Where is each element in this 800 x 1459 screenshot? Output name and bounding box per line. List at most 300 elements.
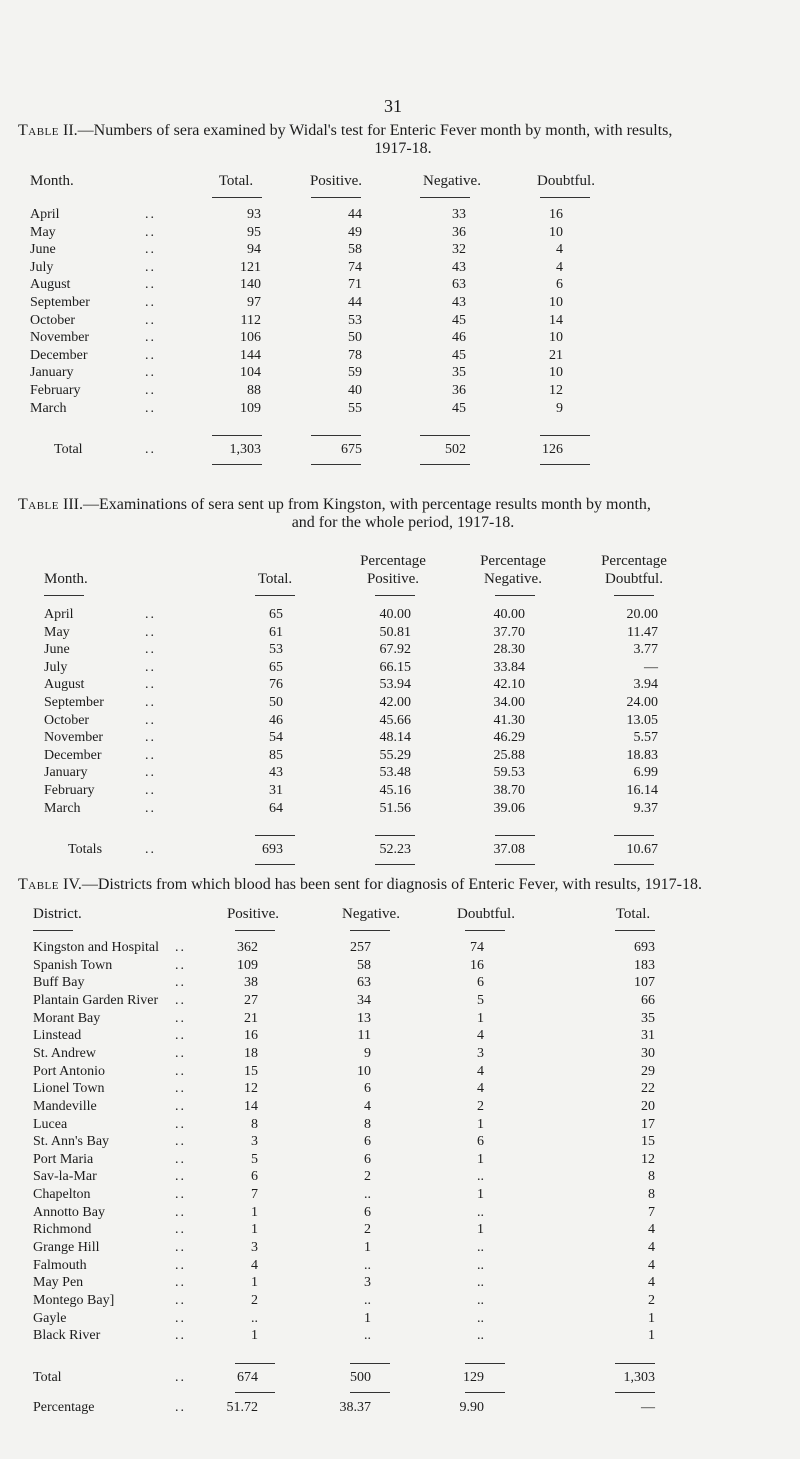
table4-row [0, 1311, 800, 1327]
table3-leader: .. [145, 747, 156, 763]
table4-cell: 6 [364, 1134, 371, 1150]
table2-total-cell: 502 [445, 442, 466, 458]
table4-cell: .. [251, 1310, 258, 1326]
table4-cell-label: Grange Hill [33, 1240, 100, 1256]
table3-row [0, 801, 800, 817]
table4-cell: 1 [477, 1010, 484, 1026]
table3-cell: 31 [269, 783, 283, 798]
table4-leader: .. [175, 1151, 186, 1167]
table4-total-rule [615, 1363, 655, 1364]
table4-cell: .. [477, 1169, 484, 1185]
table3-total-rule [255, 835, 295, 836]
table4-header-underline [350, 930, 390, 931]
table2-label: Table [18, 122, 59, 139]
table2-cell-label: September [30, 295, 90, 310]
table2-cell: 21 [549, 347, 563, 363]
table4-cell-label: Morant Bay [33, 1010, 101, 1026]
table3-cell: 50.81 [379, 624, 411, 640]
table2-cell: 58 [348, 242, 362, 258]
table3-cell: 76 [269, 677, 283, 693]
table4-cell: 66 [641, 992, 655, 1008]
table4-cell: 15 [244, 1063, 258, 1079]
table2-total-rule [311, 435, 361, 436]
table4-cell: 1 [648, 1310, 655, 1326]
table2-total-rule [420, 464, 470, 465]
table4-cell: 1 [364, 1310, 371, 1326]
table3-leader: .. [145, 624, 156, 640]
table2-leader: .. [145, 224, 156, 240]
table3-row [0, 625, 800, 641]
table4-cell-label: May Pen [33, 1275, 84, 1291]
table3-cell: 9.37 [633, 800, 658, 816]
table2-row [0, 295, 800, 311]
table4-row [0, 1187, 800, 1203]
table2-cell: 63 [452, 277, 466, 293]
table2-cell: 104 [240, 365, 261, 381]
table2-row [0, 242, 800, 258]
table3-title-cont: and for the whole period, 1917-18. [291, 514, 515, 531]
table4-cell-label: Falmouth [33, 1257, 87, 1273]
table2-cell: 112 [240, 312, 261, 328]
table2-leader: .. [145, 259, 156, 275]
table3-cell: 25.88 [493, 747, 525, 763]
table3-cell: 50 [269, 695, 283, 710]
table2-title-cont: 1917-18. [374, 140, 432, 157]
table3-cell: 20.00 [626, 607, 658, 622]
table4-cell: 1 [477, 1222, 484, 1238]
table4-cell: 30 [641, 1045, 655, 1061]
table4-leader: .. [175, 1369, 186, 1385]
table4-cell: 9 [364, 1045, 371, 1061]
table3-header-underline [614, 595, 654, 596]
table4-total-rule [465, 1392, 505, 1393]
table3-header: Doubtful. [605, 571, 663, 587]
table4-cell: 2 [648, 1293, 655, 1308]
table2-row [0, 365, 800, 381]
table4-cell-label: Montego Bay] [33, 1293, 115, 1308]
table3-leader: .. [145, 695, 156, 710]
table4-row [0, 1011, 800, 1027]
table4-percentage-row [0, 1400, 800, 1416]
table3-cell: 37.70 [493, 624, 525, 640]
table4-row [0, 1240, 800, 1256]
table3-caption [18, 496, 788, 532]
table4-cell: .. [364, 1257, 371, 1273]
table2-leader: .. [145, 242, 156, 258]
table4-header: District. [33, 906, 82, 922]
table4-cell: 1 [251, 1204, 258, 1220]
table4-cell: 8 [648, 1187, 655, 1203]
table2-leader: .. [145, 207, 156, 222]
table3-leader: .. [145, 783, 156, 798]
table4-leader: .. [175, 1010, 186, 1026]
table4-cell: 1 [251, 1222, 258, 1238]
table2-cell: 121 [240, 259, 261, 275]
table3-cell: — [644, 659, 658, 675]
table2-cell: 74 [348, 259, 362, 275]
table2-total-rule [212, 464, 262, 465]
table2-cell: 140 [240, 277, 261, 293]
table3-cell-label: January [44, 765, 88, 781]
table2-leader: .. [145, 312, 156, 328]
table4-leader: .. [175, 1081, 186, 1097]
table4-cell: 13 [357, 1010, 371, 1026]
table4-cell: 17 [641, 1116, 655, 1132]
table4-cell-label: Buff Bay [33, 975, 85, 991]
table4-cell: 12 [641, 1151, 655, 1167]
table2-header-underline [540, 197, 590, 198]
table4-cell-label: Port Maria [33, 1151, 94, 1167]
table2-leader: .. [145, 442, 156, 458]
table2-cell: 94 [247, 242, 261, 258]
table3-row [0, 695, 800, 711]
table4-cell: 18 [244, 1045, 258, 1061]
table4-leader: .. [175, 1169, 186, 1185]
table2-cell-label: July [30, 259, 54, 275]
table3-leader: .. [145, 677, 156, 693]
table4-cell: .. [477, 1310, 484, 1326]
table4-cell: 63 [357, 975, 371, 991]
table4-numeral: IV. [63, 876, 82, 893]
table4-row [0, 1169, 800, 1185]
table3-cell: 85 [269, 747, 283, 763]
table2-row [0, 207, 800, 223]
table4-header-underline [465, 930, 505, 931]
table2-cell: 45 [452, 312, 466, 328]
table4-cell: 20 [641, 1098, 655, 1114]
table4-cell-label: Richmond [33, 1222, 92, 1238]
table2-cell: 45 [452, 347, 466, 363]
table3-cell: 3.94 [633, 677, 658, 693]
table4-row [0, 1117, 800, 1133]
table2-row [0, 260, 800, 276]
table3-cell: 5.57 [633, 730, 658, 746]
table4-cell: 6 [477, 1134, 484, 1150]
table4-cell: 4 [251, 1257, 258, 1273]
table3-cell-label: February [44, 783, 95, 798]
table4-cell: .. [477, 1204, 484, 1220]
table3-total-cell: 693 [262, 842, 283, 858]
table2-cell: 109 [240, 400, 261, 416]
table4-cell: 22 [641, 1081, 655, 1097]
table2-total-cell: 1,303 [229, 442, 261, 458]
table3-cell: 16.14 [626, 783, 658, 798]
table3-cell: 67.92 [379, 642, 411, 658]
table2-cell-label: April [30, 207, 60, 222]
table2-leader: .. [145, 347, 156, 363]
table4-cell: .. [477, 1257, 484, 1273]
table4-leader: .. [175, 1222, 186, 1238]
table3-cell-label: March [44, 800, 81, 816]
table2-row [0, 383, 800, 399]
table3-cell-label: October [44, 712, 90, 728]
table4 [0, 906, 800, 1446]
table3-cell: 51.56 [379, 800, 411, 816]
table4-cell: 4 [477, 1028, 484, 1044]
table3-header-top: Percentage [601, 553, 667, 569]
table4-total-cell: 500 [350, 1369, 371, 1385]
table3-cell: 45.16 [379, 783, 411, 798]
table4-cell-label: Kingston and Hospital [33, 940, 159, 955]
table3-cell: 33.84 [493, 659, 525, 675]
table4-cell: 7 [251, 1187, 258, 1203]
table4-cell-label: St. Ann's Bay [33, 1134, 110, 1150]
table4-leader: .. [175, 1116, 186, 1132]
table3-header: Total. [257, 571, 293, 587]
table4-percentage-cell: 38.37 [339, 1399, 371, 1415]
table4-leader: .. [175, 1310, 186, 1326]
table4-cell-label: Plantain Garden River [33, 992, 159, 1008]
table2-row [0, 348, 800, 364]
table4-header: Negative. [342, 906, 400, 922]
table2-cell: 16 [549, 207, 563, 222]
table3-cell: 46.29 [493, 730, 525, 746]
table4-cell-label: Port Antonio [33, 1063, 105, 1079]
table2-cell: 45 [452, 400, 466, 416]
table2-cell: 49 [348, 224, 362, 240]
table2-cell-label: December [30, 347, 88, 363]
table4-percentage-cell: 51.72 [226, 1399, 258, 1415]
table4-row [0, 1152, 800, 1168]
table3-leader: .. [145, 800, 156, 816]
table3-total-rule [495, 835, 535, 836]
table2-cell-label: November [30, 330, 90, 346]
table2-cell: 44 [348, 295, 362, 310]
table4-row [0, 958, 800, 974]
table2-total-cell: 675 [341, 442, 362, 458]
table2-cell: 14 [549, 312, 563, 328]
table3-header-underline [495, 595, 535, 596]
table2-cell: 50 [348, 330, 362, 346]
table4-row [0, 940, 800, 956]
table2-leader: .. [145, 383, 156, 398]
table4-cell: 2 [251, 1293, 258, 1308]
table4-leader: .. [175, 1098, 186, 1114]
table4-title: —Districts from which blood has been sent for diagnosis of Enteric Fever, with results, 1917-18. [81, 876, 702, 893]
table4-total-cell: 674 [237, 1369, 258, 1385]
table4-cell: 8 [251, 1116, 258, 1132]
table3-header-top: Percentage [480, 553, 546, 569]
table4-cell: 183 [634, 957, 655, 973]
table2-cell: 10 [549, 330, 563, 346]
table2-header: Total. [218, 173, 254, 189]
table4-header: Doubtful. [457, 906, 515, 922]
table2-cell: 12 [549, 383, 563, 398]
table2-cell: 6 [556, 277, 563, 293]
table3-leader: .. [145, 712, 156, 728]
table4-cell: 4 [648, 1222, 655, 1238]
table3-cell: 40.00 [379, 607, 411, 622]
table4-percentage-cell: 9.90 [459, 1399, 484, 1415]
table2-cell-label: May [30, 224, 56, 240]
table3 [0, 553, 800, 858]
table4-row [0, 1081, 800, 1097]
table4-leader: .. [175, 940, 186, 955]
table3-header: Positive. [366, 571, 420, 587]
table4-leader: .. [175, 1063, 186, 1079]
table4-cell: 2 [364, 1222, 371, 1238]
table3-total-rule [375, 864, 415, 865]
table2-total-label: Total [54, 442, 83, 458]
table4-cell: 257 [350, 940, 371, 955]
table4-cell: 3 [364, 1275, 371, 1291]
table3-cell: 6.99 [633, 765, 658, 781]
table4-row [0, 1275, 800, 1291]
table3-leader: .. [145, 659, 156, 675]
table4-cell: 1 [648, 1328, 655, 1344]
table4-row [0, 1134, 800, 1150]
table4-cell: 4 [477, 1081, 484, 1097]
table4-total-label: Total [33, 1369, 62, 1385]
table4-cell: 5 [477, 992, 484, 1008]
table4-row [0, 993, 800, 1009]
table3-cell: 43 [269, 765, 283, 781]
table2-cell: 88 [247, 383, 261, 398]
table3-cell: 42.00 [379, 695, 411, 710]
table2-cell: 46 [452, 330, 466, 346]
table4-cell: 693 [634, 940, 655, 955]
table3-row [0, 677, 800, 693]
table4-cell: 34 [357, 992, 371, 1008]
table4-total-rule [350, 1363, 390, 1364]
table2-leader: .. [145, 330, 156, 346]
table3-total-rule [614, 864, 654, 865]
table4-leader: .. [175, 957, 186, 973]
table2-total-row [0, 442, 800, 458]
table4-cell: 3 [251, 1134, 258, 1150]
table3-row [0, 642, 800, 658]
table3-cell: 28.30 [493, 642, 525, 658]
table4-cell: 5 [251, 1151, 258, 1167]
table2-leader: .. [145, 400, 156, 416]
table2-cell: 9 [556, 400, 563, 416]
table4-header-underline [33, 930, 73, 931]
table4-row [0, 1222, 800, 1238]
table4-cell: 74 [470, 940, 484, 955]
table3-leader: .. [145, 730, 156, 746]
table2-total-cell: 126 [542, 442, 563, 458]
table3-cell: 64 [269, 800, 283, 816]
table3-cell: 55.29 [379, 747, 411, 763]
table4-cell: .. [364, 1328, 371, 1344]
table4-cell: 362 [237, 940, 258, 955]
table4-cell: 10 [357, 1063, 371, 1079]
table4-cell: .. [477, 1293, 484, 1308]
table4-cell: 1 [251, 1328, 258, 1344]
table4-cell: 16 [470, 957, 484, 973]
table4-leader: .. [175, 992, 186, 1008]
table3-row [0, 783, 800, 799]
table4-leader: .. [175, 1240, 186, 1256]
table4-cell: 6 [364, 1204, 371, 1220]
table2-cell: 40 [348, 383, 362, 398]
table4-cell: 29 [641, 1063, 655, 1079]
table4-cell-label: Linstead [33, 1028, 82, 1044]
table4-row [0, 1293, 800, 1309]
table2-cell: 59 [348, 365, 362, 381]
table4-leader: .. [175, 975, 186, 991]
table4-row [0, 1258, 800, 1274]
table4-row [0, 975, 800, 991]
table3-header-underline [255, 595, 295, 596]
table3-row [0, 713, 800, 729]
table3-cell: 40.00 [493, 607, 525, 622]
table3-total-cell: 37.08 [493, 842, 525, 858]
table4-cell-label: St. Andrew [33, 1045, 96, 1061]
table2-cell: 35 [452, 365, 466, 381]
table4-cell: 31 [641, 1028, 655, 1044]
table2-total-rule [212, 435, 262, 436]
table2-header: Negative. [423, 173, 481, 189]
table4-cell: .. [477, 1328, 484, 1344]
table4-cell: 4 [477, 1063, 484, 1079]
table4-row [0, 1046, 800, 1062]
table4-cell: 3 [477, 1045, 484, 1061]
table3-cell: 66.15 [379, 659, 411, 675]
table4-leader: .. [175, 1028, 186, 1044]
table4-cell: 107 [634, 975, 655, 991]
table4-cell: .. [364, 1293, 371, 1308]
table3-cell: 38.70 [493, 783, 525, 798]
table3-cell: 46 [269, 712, 283, 728]
table3-title: —Examinations of sera sent up from Kingston, with percentage results month by month, [82, 496, 651, 513]
table2-header: Month. [30, 173, 74, 189]
table4-leader: .. [175, 1045, 186, 1061]
table2-header-underline [212, 197, 262, 198]
table2-total-rule [540, 464, 590, 465]
table4-cell: 7 [648, 1204, 655, 1220]
table4-cell: 3 [251, 1240, 258, 1256]
table4-row [0, 1028, 800, 1044]
table2-cell: 43 [452, 259, 466, 275]
page-number: 31 [384, 96, 402, 116]
table3-cell-label: May [44, 624, 70, 640]
table2-cell-label: August [30, 277, 71, 293]
table2-cell: 106 [240, 330, 261, 346]
table4-cell: 109 [237, 957, 258, 973]
table4-total-rule [350, 1392, 390, 1393]
table4-total-rule [465, 1363, 505, 1364]
table4-cell: 8 [364, 1116, 371, 1132]
table4-cell: 1 [477, 1187, 484, 1203]
table4-cell: 35 [641, 1010, 655, 1026]
table4-cell: 1 [477, 1151, 484, 1167]
table3-cell: 53.94 [379, 677, 411, 693]
table3-total-rule [255, 864, 295, 865]
table2-row [0, 225, 800, 241]
table2-cell: 4 [556, 242, 563, 258]
table2-cell: 78 [348, 347, 362, 363]
table4-caption [18, 876, 798, 894]
table3-leader: .. [145, 842, 156, 858]
table3-total-rule [495, 864, 535, 865]
table3-cell: 39.06 [493, 800, 525, 816]
table2-row [0, 330, 800, 346]
table3-cell: 41.30 [493, 712, 525, 728]
table4-leader: .. [175, 1204, 186, 1220]
table2-header: Doubtful. [537, 173, 595, 189]
table4-leader: .. [175, 1257, 186, 1273]
table3-row [0, 730, 800, 746]
table3-leader: .. [145, 765, 156, 781]
table4-cell: 12 [244, 1081, 258, 1097]
table4-cell: 38 [244, 975, 258, 991]
table2-numeral: II. [63, 122, 78, 139]
table4-cell-label: Chapelton [33, 1187, 91, 1203]
table3-cell: 65 [269, 607, 283, 622]
table3-cell: 65 [269, 659, 283, 675]
table4-row [0, 1205, 800, 1221]
